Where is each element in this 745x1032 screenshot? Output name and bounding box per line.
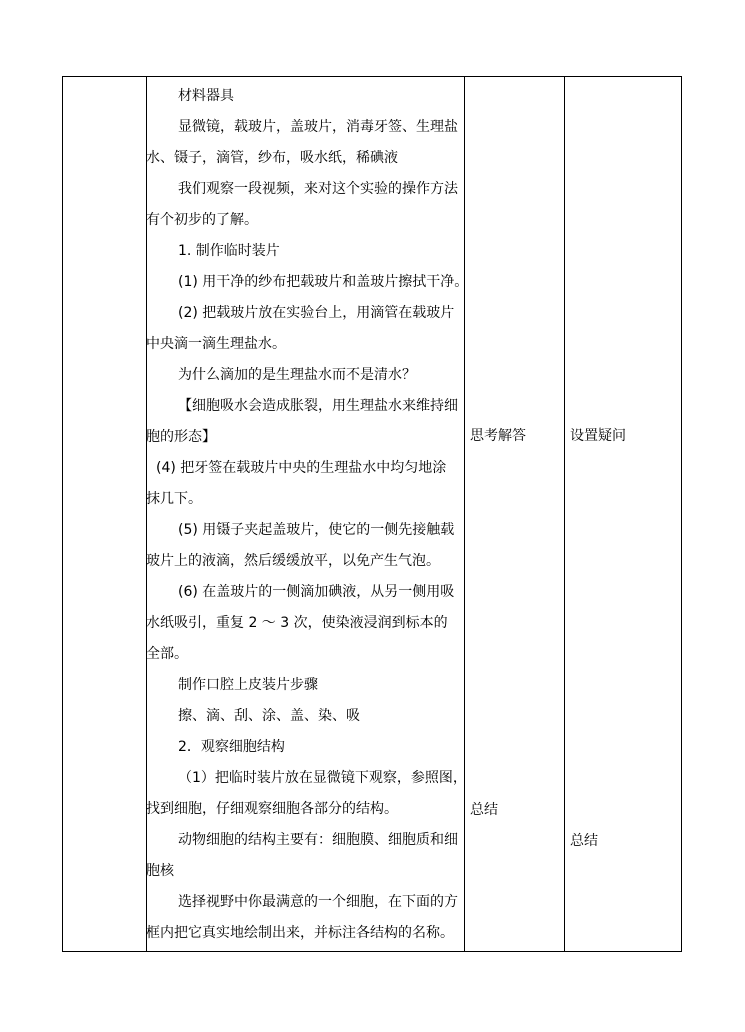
column-divider [146,77,147,951]
content-line: (1) 用干净的纱布把载玻片和盖玻片擦拭干净。 [178,274,469,290]
content-line: 【细胞吸水会造成胀裂，用生理盐水来维持细 [178,398,458,414]
content-line: 中央滴一滴生理盐水。 [146,336,286,352]
content-line: (5) 用镊子夹起盖玻片，使它的一侧先接触载 [178,522,455,538]
content-line: 1. 制作临时装片 [178,243,280,259]
design-intent-question: 设置疑问 [570,428,626,444]
content-line: 动物细胞的结构主要有：细胞膜、细胞质和细 [178,832,458,848]
content-line: 制作口腔上皮装片步骤 [178,677,318,693]
column-divider [564,77,565,951]
content-line: 抹几下。 [146,491,202,507]
content-line: 水、镊子，滴管，纱布，吸水纸，稀碘液 [146,150,398,166]
content-line: 玻片上的液滴，然后缓缓放平，以免产生气泡。 [146,553,440,569]
content-line: 显微镜，载玻片，盖玻片，消毒牙签、生理盐 [178,119,458,135]
content-line: 找到细胞，仔细观察细胞各部分的结构。 [146,801,398,817]
content-line: 框内把它真实地绘制出来，并标注各结构的名称。 [146,925,454,941]
lesson-table [62,76,682,952]
content-line: (4) 把牙签在载玻片中央的生理盐水中均匀地涂 [156,460,447,476]
design-intent-summary: 总结 [570,833,598,849]
content-line: 水纸吸引，重复 2 ～ 3 次，使染液浸润到标本的 [146,615,448,631]
content-line: 胞的形态】 [146,429,216,445]
column-divider [464,77,465,951]
content-line: 全部。 [146,646,188,662]
content-line: (2) 把载玻片放在实验台上，用滴管在载玻片 [178,305,455,321]
content-line: 材料器具 [178,88,234,104]
content-line: 2．观察细胞结构 [178,739,285,755]
content-line: 选择视野中你最满意的一个细胞，在下面的方 [178,894,458,910]
student-activity-summary: 总结 [470,802,498,818]
content-line: 为什么滴加的是生理盐水而不是清水？ [178,367,416,383]
student-activity-think: 思考解答 [470,428,526,444]
content-line: （1）把临时装片放在显微镜下观察，参照图， [178,770,467,786]
content-line: 胞核 [146,863,174,879]
content-line: (6) 在盖玻片的一侧滴加碘液，从另一侧用吸 [178,584,455,600]
content-line: 擦、滴、刮、涂、盖、染、吸 [178,708,360,724]
content-line: 有个初步的了解。 [146,212,258,228]
content-line: 我们观察一段视频，来对这个实验的操作方法 [178,181,458,197]
